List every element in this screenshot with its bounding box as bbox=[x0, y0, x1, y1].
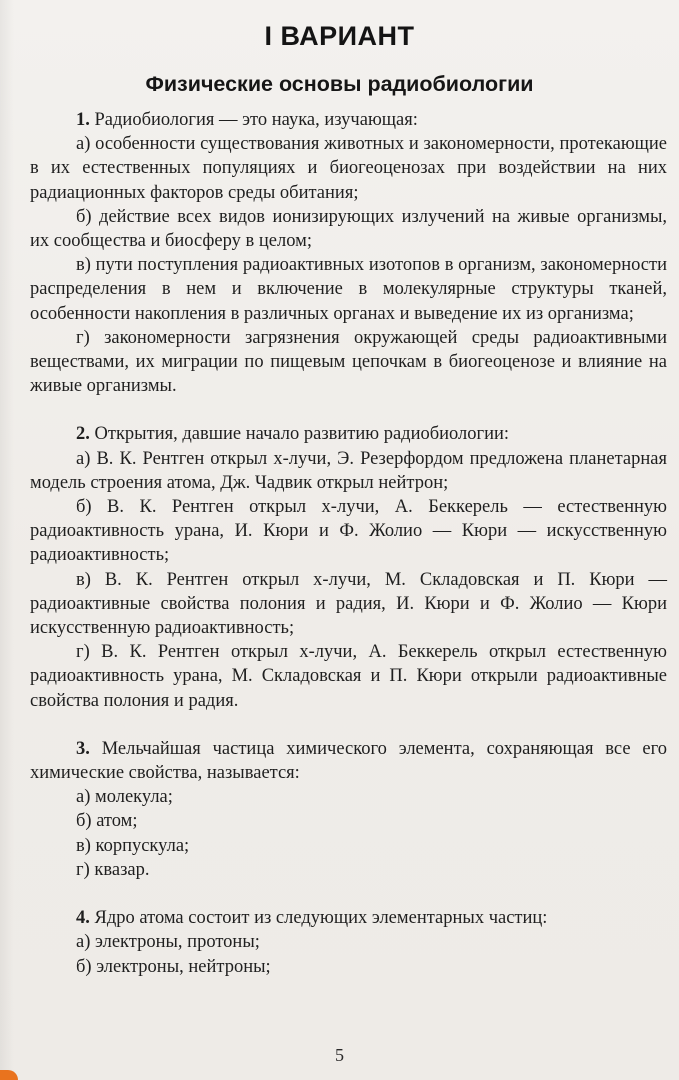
question-text: Ядро атома состоит из следующих элементарных частиц: bbox=[94, 908, 548, 929]
answer-option-d: г) квазар. bbox=[76, 859, 150, 880]
question-3 bbox=[30, 737, 667, 882]
question-1 bbox=[30, 108, 667, 398]
answer-option-b: б) атом; bbox=[76, 811, 138, 832]
answer-option-a: а) электроны, протоны; bbox=[76, 932, 260, 953]
question-stem bbox=[30, 422, 667, 446]
variant-title: I ВАРИАНТ bbox=[264, 21, 415, 51]
question-stem bbox=[30, 906, 667, 930]
answer-option-d: г) В. К. Рентген открыл х-лучи, А. Беккерель открыл естественную радиоактивность урана, М. Складовская и П. Кюри открыли радиоактивные свойства полония и радия. bbox=[30, 642, 667, 711]
question-text: Мельчайшая частица химического элемента, сохраняющая все его химические свойства, называется: bbox=[30, 738, 668, 784]
answer-option-b: б) действие всех видов ионизирующих излучений на живые организмы, их сообщества и биосферу в целом; bbox=[30, 206, 667, 252]
answer-option-b: б) электроны, нейтроны; bbox=[76, 956, 271, 977]
question-stem bbox=[30, 737, 667, 785]
answer-option-c: в) В. К. Рентген открыл х-лучи, М. Складовская и П. Кюри — радиоактивные свойства полония и радия, И. Кюри и Ф. Жолио — Кюри искусственную радиоактивность; bbox=[30, 569, 667, 639]
question-text: Открытия, давшие начало развитию радиобиологии: bbox=[94, 424, 510, 445]
question-text: Радиобиология — это наука, изучающая: bbox=[94, 110, 418, 130]
section-title: Физические основы радиобиологии bbox=[145, 72, 534, 96]
questions-list bbox=[30, 108, 667, 1003]
answer-option-b: б) В. К. Рентген открыл х-лучи, А. Беккерель — естественную радиоактивность урана, И. Кюри и Ф. Жолио — Кюри — искусственную радиоактивность; bbox=[30, 497, 667, 566]
answer-option-c: в) корпускула; bbox=[76, 835, 190, 856]
page-edge-tab bbox=[0, 1070, 18, 1080]
question-2 bbox=[30, 422, 667, 712]
answer-option-a: а) молекула; bbox=[76, 787, 173, 808]
question-number: 2. bbox=[76, 424, 90, 445]
question-stem bbox=[30, 108, 667, 132]
page-number: 5 bbox=[335, 1045, 344, 1065]
question-4 bbox=[30, 906, 667, 979]
answer-option-d: г) закономерности загрязнения окружающей среды радиоактивными веществами, их миграции по пищевым цепочкам в биогеоценозе и влияние на живые организмы. bbox=[30, 327, 667, 397]
answer-option-a: а) В. К. Рентген открыл х-лучи, Э. Резерфордом предложена планетарная модель строения атома, Дж. Чадвик открыл нейтрон; bbox=[30, 448, 667, 493]
question-number: 1. bbox=[76, 110, 90, 130]
answer-option-a: а) особенности существования животных и закономерности, протекающие в их естественных популяциях и биогеоценозах при воздействии на них радиационных факторов среды обитания; bbox=[30, 134, 667, 203]
question-number: 3. bbox=[76, 738, 90, 759]
question-number: 4. bbox=[76, 908, 90, 929]
answer-option-c: в) пути поступления радиоактивных изотопов в организм, закономерности распределения в нем и включение в молекулярные структуры тканей, особенности накопления в различных органах и выведение их из организма; bbox=[30, 255, 667, 324]
